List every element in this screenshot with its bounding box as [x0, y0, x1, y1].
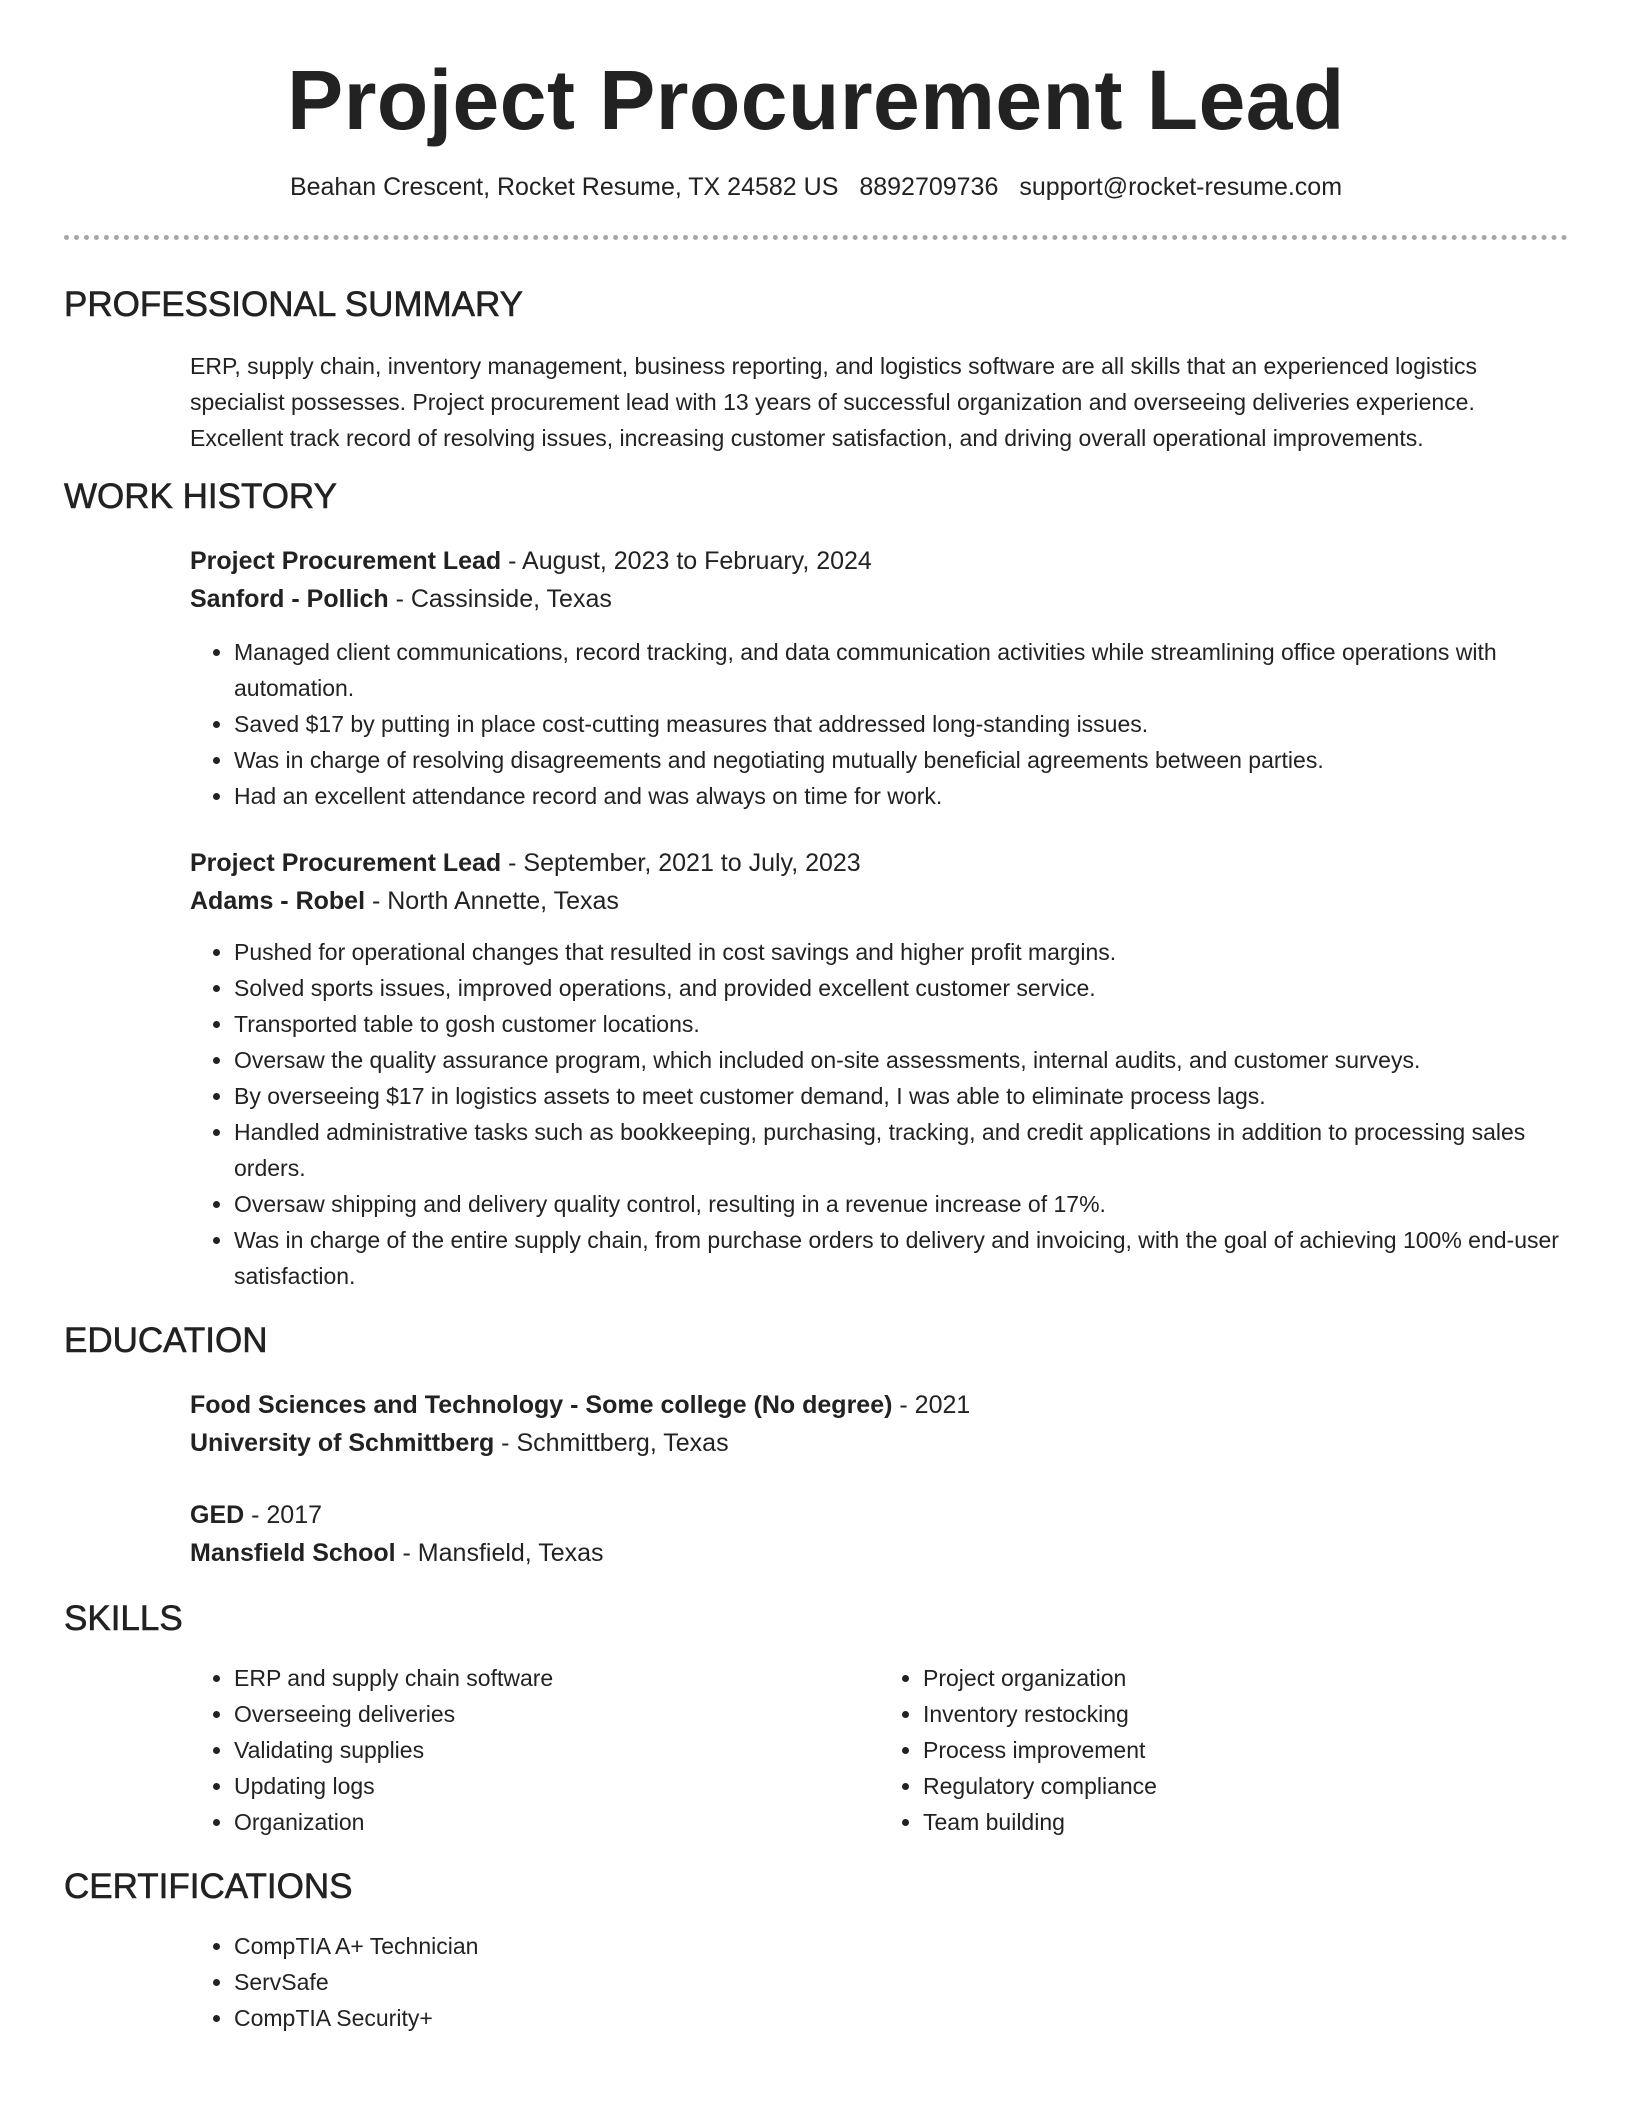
job-role: Project Procurement Lead	[190, 849, 502, 878]
work-history-heading: WORK HISTORY	[64, 477, 337, 517]
skill-item: • Overseeing deliveries	[234, 1696, 879, 1732]
job-dates: - September, 2021 to July, 2023	[501, 849, 861, 878]
education-entry	[190, 1496, 1568, 1572]
job-entry	[190, 542, 1568, 814]
education-school: Mansfield School	[190, 1539, 396, 1568]
skills-grid	[190, 1660, 1568, 1840]
education-degree: GED	[190, 1501, 245, 1530]
skill-item: • Process improvement	[923, 1732, 1568, 1768]
skills-section	[64, 1598, 1568, 1840]
job-bullet: • Oversaw the quality assurance program, which included on-site assessments, internal audits, and customer surveys.	[234, 1042, 1568, 1078]
job-bullet: • Was in charge of the entire supply chain, from purchase orders to delivery and invoicing, with the goal of achieving 100% end-user satisfaction.	[234, 1222, 1568, 1294]
contact-address: Beahan Crescent, Rocket Resume, TX 24582 US	[289, 172, 839, 201]
education-year: - 2017	[244, 1501, 323, 1530]
skills-list-right	[879, 1660, 1568, 1840]
education-school-line	[190, 1534, 1568, 1572]
job-company: Adams - Robel	[190, 887, 366, 916]
job-title-line	[190, 542, 1568, 580]
skill-item: • Inventory restocking	[923, 1696, 1568, 1732]
skill-item: • Team building	[923, 1804, 1568, 1840]
job-bullet: • Handled administrative tasks such as bookkeeping, purchasing, tracking, and credit applications in addition to processing sales orders.	[234, 1114, 1568, 1186]
job-company: Sanford - Pollich	[190, 585, 389, 614]
education-degree-line	[190, 1386, 1568, 1424]
certification-item: • ServSafe	[234, 1964, 1568, 2000]
job-bullet: • Was in charge of resolving disagreements and negotiating mutually beneficial agreements between parties.	[234, 742, 1568, 778]
job-bullet: • Managed client communications, record tracking, and data communication activities while streamlining office operations with automation.	[234, 634, 1568, 706]
job-bullet: • Oversaw shipping and delivery quality control, resulting in a revenue increase of 17%.	[234, 1186, 1568, 1222]
education-heading: EDUCATION	[64, 1321, 268, 1361]
certifications-section	[64, 1866, 1568, 2036]
job-bullet: • By overseeing $17 in logistics assets to meet customer demand, I was able to eliminate process lags.	[234, 1078, 1568, 1114]
header-divider	[64, 235, 1568, 240]
education-location: - Schmittberg, Texas	[494, 1429, 729, 1458]
job-bullet: • Pushed for operational changes that resulted in cost savings and higher profit margins.	[234, 934, 1568, 970]
skill-item: • ERP and supply chain software	[234, 1660, 879, 1696]
education-degree: Food Sciences and Technology - Some college (No degree)	[190, 1391, 893, 1420]
skills-list-left	[190, 1660, 879, 1840]
job-location: - North Annette, Texas	[365, 887, 619, 916]
certifications-body	[190, 1928, 1568, 2036]
skill-item: • Validating supplies	[234, 1732, 879, 1768]
resume-header	[0, 0, 1632, 203]
contact-email: support@rocket-resume.com	[1019, 172, 1343, 201]
certification-item: • CompTIA A+ Technician	[234, 1928, 1568, 1964]
education-location: - Mansfield, Texas	[395, 1539, 604, 1568]
certifications-heading: CERTIFICATIONS	[64, 1867, 353, 1907]
education-year: - 2021	[892, 1391, 971, 1420]
education-entry	[190, 1386, 1568, 1462]
summary-section	[64, 284, 1568, 456]
job-bullet: • Saved $17 by putting in place cost-cutting measures that addressed long-standing issues.	[234, 706, 1568, 742]
job-bullet: • Had an excellent attendance record and was always on time for work.	[234, 778, 1568, 814]
skills-heading: SKILLS	[64, 1599, 183, 1639]
skill-item: • Regulatory compliance	[923, 1768, 1568, 1804]
education-school: University of Schmittberg	[190, 1429, 495, 1458]
job-bullet: • Solved sports issues, improved operations, and provided excellent customer service.	[234, 970, 1568, 1006]
job-bullet: • Transported table to gosh customer locations.	[234, 1006, 1568, 1042]
skill-item: • Project organization	[923, 1660, 1568, 1696]
education-degree-line	[190, 1496, 1568, 1534]
education-section	[64, 1320, 1568, 1572]
summary-text: ERP, supply chain, inventory management, business reporting, and logistics software are all skills that an experienced logistics specialist possesses. Project procurement lead with 13 years of successful organization and overseeing deliveries experience. Excellent track record of resolving issues, increasing customer satisfaction, and driving overall operational improvements.	[190, 353, 1477, 452]
summary-heading: PROFESSIONAL SUMMARY	[64, 285, 523, 325]
education-school-line	[190, 1424, 1568, 1462]
job-company-line	[190, 580, 1568, 618]
skill-item: • Updating logs	[234, 1768, 879, 1804]
work-history-section	[64, 476, 1568, 1294]
job-location: - Cassinside, Texas	[388, 585, 612, 614]
candidate-name: Project Procurement Lead	[287, 53, 1345, 147]
job-title-line	[190, 844, 1568, 882]
job-role: Project Procurement Lead	[190, 547, 502, 576]
job-bullets	[190, 934, 1568, 1294]
contact-phone: 8892709736	[859, 172, 999, 201]
job-dates: - August, 2023 to February, 2024	[501, 547, 872, 576]
certifications-list	[190, 1928, 1568, 2036]
job-company-line	[190, 882, 1568, 920]
contact-line	[0, 171, 1632, 204]
certification-item: • CompTIA Security+	[234, 2000, 1568, 2036]
job-entry	[190, 844, 1568, 1294]
job-bullets	[190, 634, 1568, 814]
skill-item: • Organization	[234, 1804, 879, 1840]
